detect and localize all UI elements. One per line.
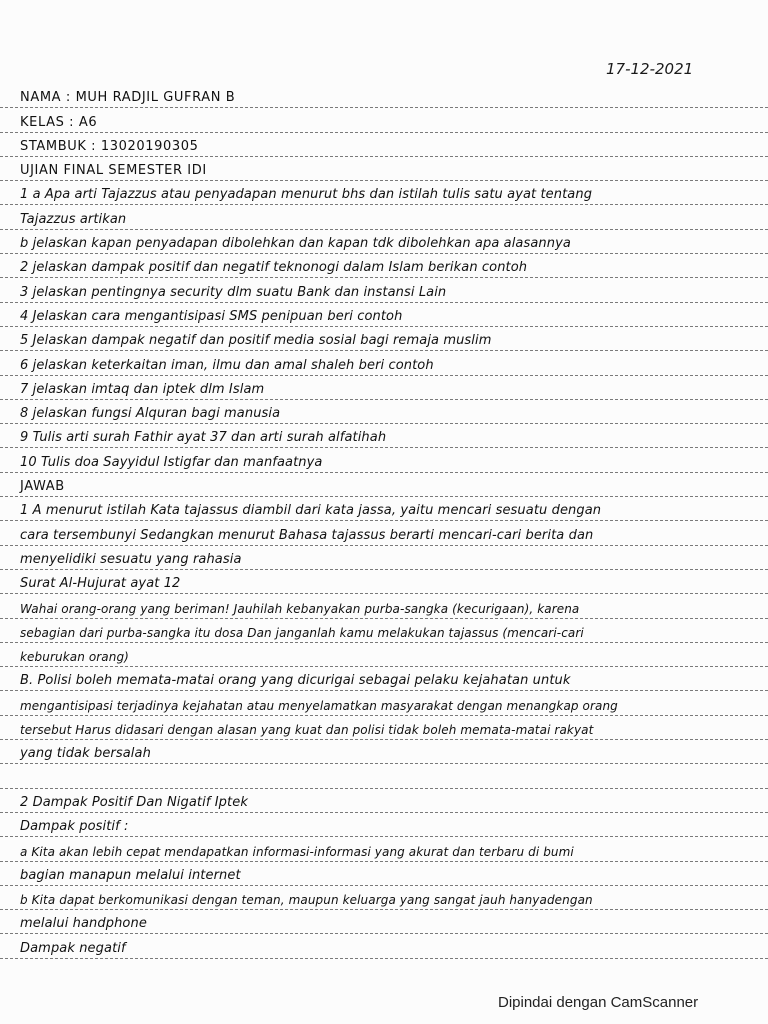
- class-line: KELAS : A6: [20, 114, 98, 130]
- ruled-line: [0, 181, 768, 205]
- answer-line: Surat Al-Hujurat ayat 12: [20, 576, 181, 592]
- ruled-lines: [0, 84, 768, 959]
- ruled-line: [0, 278, 768, 302]
- scanner-watermark: Dipindai dengan CamScanner: [498, 994, 699, 1011]
- question-line: 9 Tulis arti surah Fathir ayat 37 dan arti surah alfatihah: [20, 430, 387, 446]
- ruled-line: [0, 108, 768, 132]
- ruled-line: [0, 789, 768, 813]
- name-line: NAMA : MUH RADJIL GUFRAN B: [20, 90, 236, 106]
- ruled-line: [0, 910, 768, 934]
- question-line: 5 Jelaskan dampak negatif dan positif media sosial bagi remaja muslim: [20, 333, 492, 349]
- ruled-line: [0, 133, 768, 157]
- question-line: 1 a Apa arti Tajazzus atau penyadapan menurut bhs dan istilah tulis satu ayat tentang: [20, 187, 593, 203]
- ruled-line: [0, 351, 768, 375]
- ruled-line: [0, 448, 768, 472]
- answer-line: sebagian dari purba-sangka itu dosa Dan janganlah kamu melakukan tajassus (mencari-cari: [20, 625, 584, 640]
- question-line: 6 jelaskan keterkaitan iman, ilmu dan amal shaleh beri contoh: [20, 357, 434, 373]
- question-line: b jelaskan kapan penyadapan dibolehkan dan kapan tdk dibolehkan apa alasannya: [20, 236, 571, 252]
- ruled-line: [0, 619, 768, 643]
- answer-line: mengantisipasi terjadinya kejahatan atau menyelamatkan masyarakat dengan menangkap orang: [20, 698, 618, 713]
- stambuk-line: STAMBUK : 13020190305: [20, 138, 199, 154]
- answer-line: a Kita akan lebih cepat mendapatkan informasi-informasi yang akurat dan terbaru di bumi: [20, 844, 574, 859]
- question-line: Tajazzus artikan: [20, 211, 127, 227]
- ruled-line: [0, 764, 768, 788]
- ruled-line: [0, 594, 768, 618]
- ruled-line: [0, 667, 768, 691]
- question-line: 10 Tulis doa Sayyidul Istigfar dan manfaatnya: [20, 454, 323, 470]
- ruled-line: [0, 400, 768, 424]
- ruled-line: [0, 230, 768, 254]
- ruled-line: [0, 497, 768, 521]
- handwritten-date: 17-12-2021: [606, 60, 694, 78]
- ruled-line: [0, 813, 768, 837]
- answer-line: Wahai orang-orang yang beriman! Jauhilah kebanyakan purba-sangka (kecurigaan), karena: [20, 601, 580, 616]
- answer-line: bagian manapun melalui internet: [20, 867, 241, 883]
- ruled-line: [0, 254, 768, 278]
- ruled-line: [0, 837, 768, 861]
- answer-line: yang tidak bersalah: [20, 746, 151, 762]
- ruled-line: [0, 521, 768, 545]
- answer-line: Dampak negatif: [20, 940, 126, 956]
- ruled-line: [0, 303, 768, 327]
- answer-line: 2 Dampak Positif Dan Nigatif Iptek: [20, 794, 248, 810]
- question-line: 8 jelaskan fungsi Alquran bagi manusia: [20, 406, 281, 422]
- ruled-line: [0, 570, 768, 594]
- answer-line: tersebut Harus didasari dengan alasan yang kuat dan polisi tidak boleh memata-matai rakyat: [20, 723, 594, 738]
- answer-line: cara tersembunyi Sedangkan menurut Bahasa tajassus berarti mencari-cari berita dan: [20, 527, 594, 543]
- question-line: 2 jelaskan dampak positif dan negatif teknonogi dalam Islam berikan contoh: [20, 260, 528, 276]
- answer-line: b Kita dapat berkomunikasi dengan teman, maupun keluarga yang sangat jauh hanyadengan: [20, 893, 593, 908]
- ruled-line: [0, 327, 768, 351]
- ruled-line: [0, 84, 768, 108]
- ruled-line: [0, 376, 768, 400]
- ruled-line: [0, 205, 768, 229]
- answer-line: keburukan orang): [20, 650, 129, 665]
- ruled-line: [0, 691, 768, 715]
- answer-line: Dampak positif :: [20, 819, 129, 835]
- ruled-line: [0, 934, 768, 958]
- answer-line: 1 A menurut istilah Kata tajassus diambil dari kata jassa, yaitu mencari sesuatu dengan: [20, 503, 602, 519]
- answer-line: menyelidiki sesuatu yang rahasia: [20, 551, 242, 567]
- ruled-line: [0, 740, 768, 764]
- ruled-line: [0, 473, 768, 497]
- answer-line: B. Polisi boleh memata-matai orang yang dicurigai sebagai pelaku kejahatan untuk: [20, 673, 571, 689]
- exam-title-line: UJIAN FINAL SEMESTER IDI: [20, 163, 207, 179]
- ruled-line: [0, 157, 768, 181]
- ruled-line: [0, 886, 768, 910]
- question-line: 4 Jelaskan cara mengantisipasi SMS penipuan beri contoh: [20, 308, 403, 324]
- question-line: 3 jelaskan pentingnya security dlm suatu Bank dan instansi Lain: [20, 284, 447, 300]
- ruled-line: [0, 862, 768, 886]
- question-line: 7 jelaskan imtaq dan iptek dlm Islam: [20, 381, 265, 397]
- ruled-line: [0, 546, 768, 570]
- answer-heading: JAWAB: [20, 479, 65, 495]
- ruled-line: [0, 716, 768, 740]
- ruled-line: [0, 424, 768, 448]
- ruled-line: [0, 643, 768, 667]
- answer-line: melalui handphone: [20, 916, 147, 932]
